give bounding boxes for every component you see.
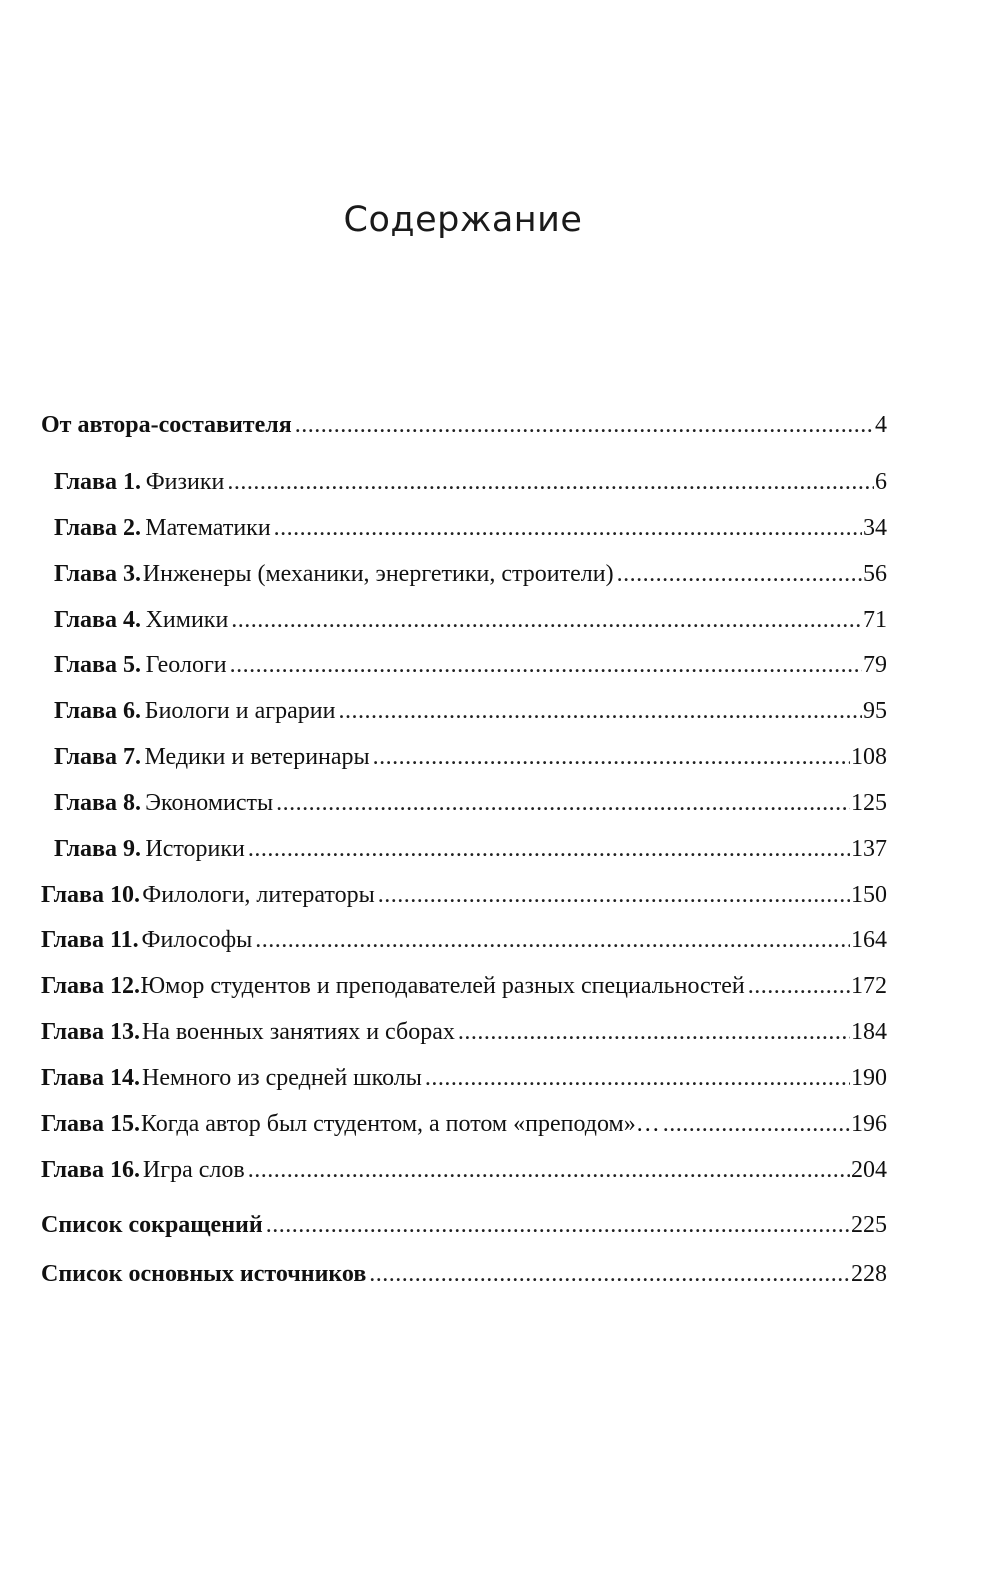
entry-title: Список сокращений <box>41 1212 263 1238</box>
page-number: 4 <box>875 412 887 438</box>
entry-title: Философы <box>141 927 253 953</box>
chapter-label: Глава 16. <box>41 1157 140 1183</box>
toc-entry-chapter-11[interactable] <box>41 925 887 955</box>
entry-title: Физики <box>145 469 225 495</box>
page-number: 150 <box>851 882 887 908</box>
dot-leader <box>378 880 850 910</box>
dot-leader <box>748 971 850 1001</box>
toc-entry-chapter-1[interactable] <box>54 467 887 497</box>
chapter-label: Глава 15. <box>41 1111 140 1137</box>
toc-entry-chapter-10[interactable] <box>41 880 887 910</box>
page-title: Содержание <box>343 200 583 240</box>
dot-leader <box>425 1063 850 1093</box>
toc-entry-chapter-2[interactable] <box>54 513 887 543</box>
page-number: 164 <box>851 927 887 953</box>
dot-leader <box>295 410 874 440</box>
entry-title: Историки <box>145 836 245 862</box>
dot-leader <box>231 605 862 635</box>
entry-title: Геологи <box>145 652 227 678</box>
dot-leader <box>248 834 850 864</box>
page-number: 71 <box>863 607 887 633</box>
chapter-label: Глава 7. <box>54 744 141 770</box>
dot-leader <box>274 513 862 543</box>
page-number: 184 <box>851 1019 887 1045</box>
toc-entry-abbreviations[interactable] <box>41 1210 887 1240</box>
page-number: 228 <box>851 1261 887 1287</box>
entry-title: Когда автор был студентом, а потом «преподом»… <box>140 1111 660 1137</box>
toc-entry-chapter-3[interactable] <box>54 559 887 589</box>
dot-leader <box>458 1017 850 1047</box>
page-number: 125 <box>851 790 887 816</box>
dot-leader <box>369 1259 850 1289</box>
page-number: 95 <box>863 698 887 724</box>
dot-leader <box>373 742 850 772</box>
page-number: 204 <box>851 1157 887 1183</box>
page-number: 225 <box>851 1212 887 1238</box>
chapter-label: Глава 11. <box>41 927 139 953</box>
toc-entry-chapter-12[interactable] <box>41 971 887 1001</box>
page-number: 6 <box>875 469 887 495</box>
dot-leader <box>266 1210 850 1240</box>
toc-entry-chapter-6[interactable] <box>54 696 887 726</box>
entry-title: Химики <box>145 607 229 633</box>
dot-leader <box>248 1155 850 1185</box>
entry-title: Игра слов <box>142 1157 245 1183</box>
entry-title: Немного из средней школы <box>142 1065 422 1091</box>
entry-title: На военных занятиях и сборах <box>141 1019 455 1045</box>
toc-entry-chapter-4[interactable] <box>54 605 887 635</box>
dot-leader <box>276 788 850 818</box>
toc-entry-chapter-5[interactable] <box>54 650 887 680</box>
chapter-label: Глава 4. <box>54 607 141 633</box>
toc-entry-chapter-14[interactable] <box>41 1063 887 1093</box>
dot-leader <box>663 1109 850 1139</box>
chapter-label: Глава 5. <box>54 652 141 678</box>
chapter-label: Глава 8. <box>54 790 141 816</box>
toc-entry-chapter-7[interactable] <box>54 742 887 772</box>
dot-leader <box>227 467 874 497</box>
entry-title: От автора-составителя <box>41 412 292 438</box>
chapter-label: Глава 9. <box>54 836 141 862</box>
page-number: 56 <box>863 561 887 587</box>
chapter-label: Глава 13. <box>41 1019 140 1045</box>
entry-title: Инженеры (механики, энергетики, строители) <box>142 561 614 587</box>
chapter-label: Глава 14. <box>41 1065 140 1091</box>
toc-entry-chapter-9[interactable] <box>54 834 887 864</box>
chapter-label: Глава 2. <box>54 515 141 541</box>
page-number: 79 <box>863 652 887 678</box>
toc-entry-chapter-8[interactable] <box>54 788 887 818</box>
dot-leader <box>338 696 862 726</box>
chapter-label: Глава 12. <box>41 973 140 999</box>
entry-title: Список основных источников <box>41 1261 367 1287</box>
page-number: 34 <box>863 515 887 541</box>
entry-title: Математики <box>145 515 271 541</box>
dot-leader <box>255 925 850 955</box>
toc-entry-chapter-16[interactable] <box>41 1155 887 1185</box>
chapter-label: Глава 6. <box>54 698 141 724</box>
page-number: 108 <box>851 744 887 770</box>
page-number: 137 <box>851 836 887 862</box>
chapter-label: Глава 1. <box>54 469 141 495</box>
dot-leader <box>230 650 862 680</box>
page-number: 196 <box>851 1111 887 1137</box>
entry-title: Экономисты <box>145 790 274 816</box>
page-number: 190 <box>851 1065 887 1091</box>
page-number: 172 <box>851 973 887 999</box>
toc-entry-sources[interactable] <box>41 1259 887 1289</box>
dot-leader <box>617 559 862 589</box>
chapter-label: Глава 10. <box>41 882 140 908</box>
entry-title: Биологи и аграрии <box>144 698 336 724</box>
entry-title: Филологи, литераторы <box>142 882 375 908</box>
entry-title: Юмор студентов и преподавателей разных специальностей <box>140 973 745 999</box>
entry-title: Медики и ветеринары <box>144 744 370 770</box>
toc-entry-chapter-13[interactable] <box>41 1017 887 1047</box>
chapter-label: Глава 3. <box>54 561 141 587</box>
toc-entry-author-note[interactable] <box>41 410 887 440</box>
toc-entry-chapter-15[interactable] <box>41 1109 887 1139</box>
